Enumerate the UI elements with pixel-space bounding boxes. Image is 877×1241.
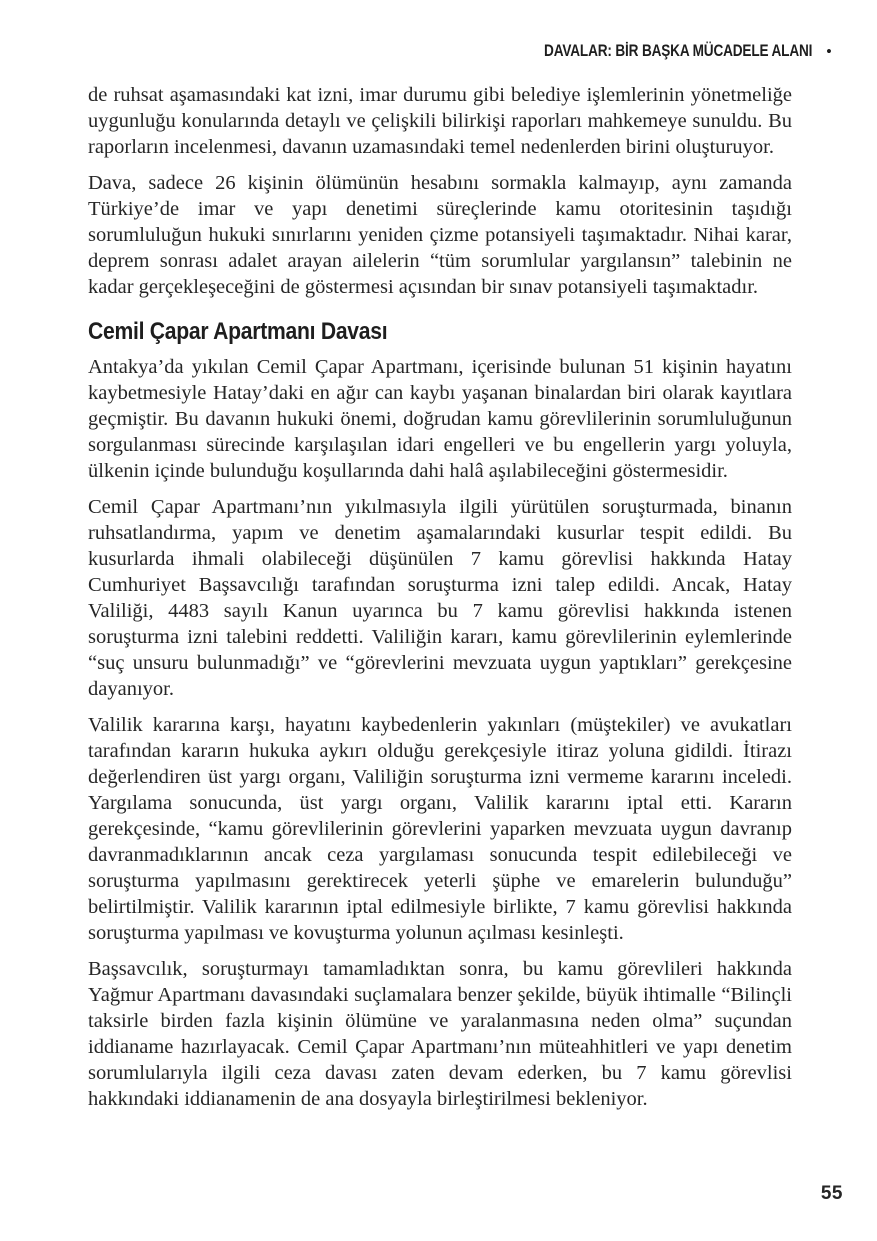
paragraph: Valilik kararına karşı, hayatını kaybedenlerin yakınları (müştekiler) ve avukatları tarafından kararın hukuka aykırı olduğu gerekçesiyle itiraz yoluna gidildi. İtirazı değerlendiren üst yargı organı, Valiliğin soruşturma izni vermeme kararını inceledi. Yargılama sonucunda, üst yargı organı, Valilik kararını iptal etti. Kararın gerekçesinde, “kamu görevlilerinin görevlerini yaparken mevzuata uygun davranıp davranmadıklarının ancak ceza yargılaması sonucunda tespit edilebileceği ve soruşturma yapılmasını gerektirecek yeterli şüphe ve emarelerin bulunduğu” belirtilmiştir. Valilik kararının iptal edilmesiyle birlikte, 7 kamu görevlisi hakkında soruşturma yapılması ve kovuşturma yolunun açılması kesinleşti. xyxy=(88,714,792,944)
page-content xyxy=(88,82,792,1122)
running-header-title: DAVALAR: BİR BAŞKA MÜCADELE ALANI xyxy=(543,41,813,60)
paragraph: Dava, sadece 26 kişinin ölümünün hesabını sormakla kalmayıp, aynı zamanda Türkiye’de imar ve yapı denetimi süreçlerinde kamu otoritesinin taşıdığı sorumluluğun hukuki sınırlarını yeniden çizme potansiyeli taşımaktadır. Nihai karar, deprem sonrası adalet arayan ailelerin “tüm sorumlular yargılansın” talebinin ne kadar gerçekleşeceğini de göstermesi açısından bir sınav potansiyeli taşımaktadır. xyxy=(88,172,792,298)
running-header xyxy=(477,41,832,61)
section-heading xyxy=(88,319,792,345)
paragraph: Cemil Çapar Apartmanı’nın yıkılmasıyla ilgili yürütülen soruşturmada, binanın ruhsatlandırma, yapım ve denetim aşamalarındaki kusurlar tespit edildi. Bu kusurlarda ihmali olabileceği düşünülen 7 kamu görevlisi hakkında Hatay Cumhuriyet Başsavcılığı tarafından soruşturma izni talep edildi. Ancak, Hatay Valiliği, 4483 sayılı Kanun uyarınca bu 7 kamu görevlisi hakkında istenen soruşturma izni talebini reddetti. Valiliğin kararı, kamu görevlilerinin eylemlerinde “suç unsuru bulunmadığı” ve “görevlerini mevzuata uygun yaptıkları” gerekçesine dayanıyor. xyxy=(88,496,792,700)
paragraph: Antakya’da yıkılan Cemil Çapar Apartmanı, içerisinde bulunan 51 kişinin hayatını kaybetmesiyle Hatay’daki en ağır can kaybı yaşanan binalardan biri olarak kayıtlara geçmiştir. Bu davanın hukuki önemi, doğrudan kamu görevlilerinin sorumluluğunun sorgulanması sürecinde karşılaşılan idari engelleri ve bu engellerin yargı yoluyla, ülkenin içinde bulunduğu koşullarında dahi halâ aşılabileceğini göstermesidir. xyxy=(88,356,792,482)
section-heading-text: Cemil Çapar Apartmanı Davası xyxy=(88,318,388,345)
paragraph: Başsavcılık, soruşturmayı tamamladıktan sonra, bu kamu görevlileri hakkında Yağmur Apartmanı davasındaki suçlamalara benzer şekilde, büyük ihtimalle “Bilinçli taksirle birden fazla kişinin ölümüne ve yaralanmasına neden olma” suçundan iddianame hazırlayacak. Cemil Çapar Apartmanı’nın müteahhitleri ve yapı denetim sorumlularıyla ilgili ceza davası zaten devam ederken, bu 7 kamu görevlisi hakkındaki iddianamenin de ana dosyayla birleştirilmesi bekleniyor. xyxy=(88,958,792,1110)
paragraph: de ruhsat aşamasındaki kat izni, imar durumu gibi belediye işlemlerinin yönetmeliğe uygunluğu konularında detaylı ve çelişkili bilirkişi raporları mahkemeye sunuldu. Bu raporların incelenmesi, davanın uzamasındaki temel nedenlerden birini oluşturuyor. xyxy=(88,84,792,158)
page-number: 55 xyxy=(820,1183,843,1204)
bullet-icon: • xyxy=(826,41,832,61)
